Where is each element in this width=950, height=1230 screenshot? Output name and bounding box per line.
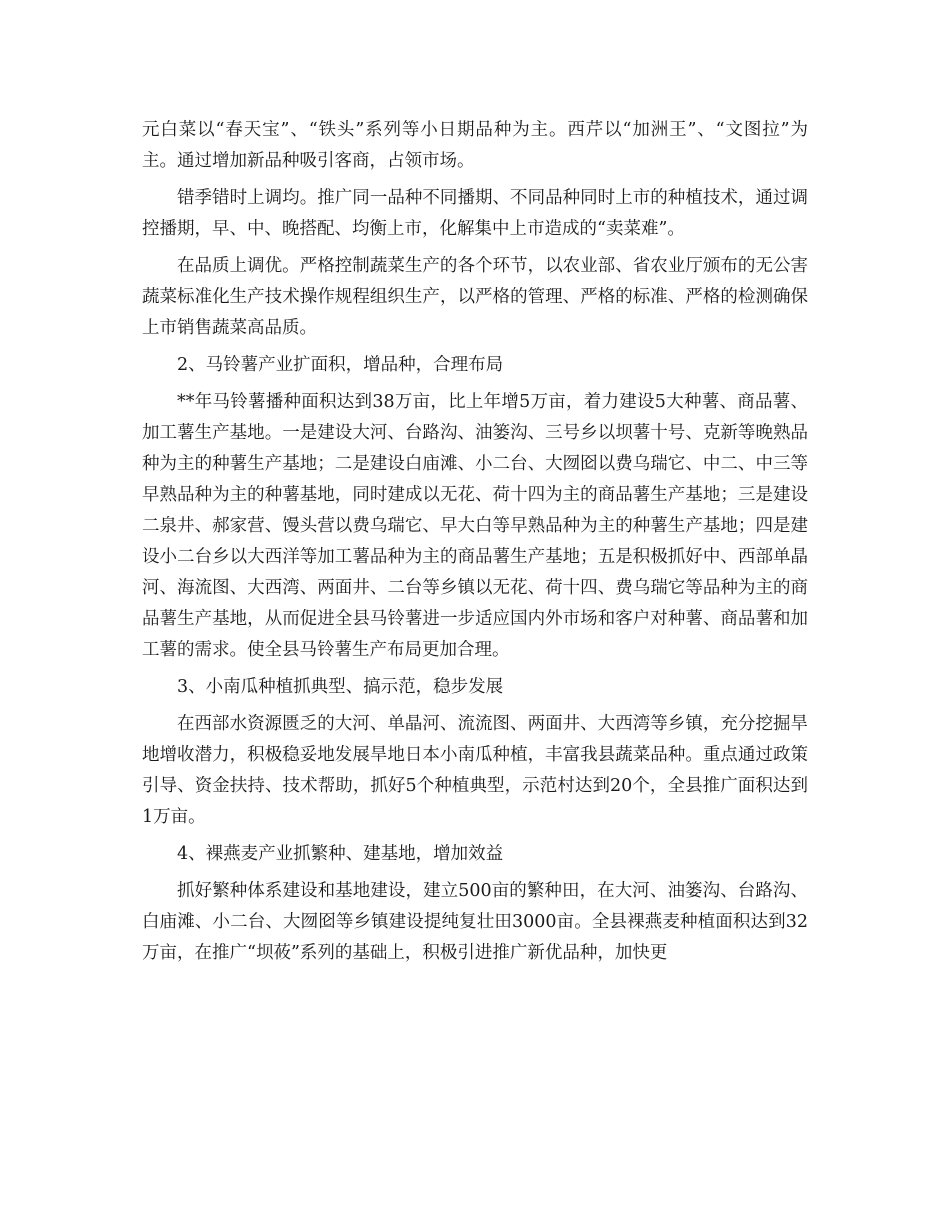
- paragraph-oat: 抓好繁种体系建设和基地建设，建立500亩的繁种田，在大河、油篓沟、台路沟、白庙滩、小二台、大囫囵等乡镇建设提纯复壮田3000亩。全县裸燕麦种植面积达到32万亩，在推广“坝莜”系列的基础上，积极引进推广新优品种，加快更: [142, 881, 808, 963]
- paragraph-pumpkin: 在西部水资源匮乏的大河、单晶河、流流图、两面井、大西湾等乡镇，充分挖掘旱地增收潜力，积极稳妥地发展旱地日本小南瓜种植，丰富我县蔬菜品种。重点通过政策引导、资金扶持、技术帮助，抓好5个种植典型，示范村达到20个，全县推广面积达到1万亩。: [142, 714, 808, 827]
- section-heading-potato: 2、马铃薯产业扩面积，增品种，合理布局: [177, 355, 504, 375]
- paragraph-potato: **年马铃薯播种面积达到38万亩，比上年增5万亩，着力建设5大种薯、商品薯、加工薯生产基地。一是建设大河、台路沟、油篓沟、三号乡以坝薯十号、克新等晚熟品种为主的种薯生产基地；二是建设白庙滩、小二台、大囫囵以费乌瑞它、中二、中三等早熟品种为主的种薯基地，同时建成以无花、荷十四为主的商品薯生产基地；三是建设二泉井、郝家营、馒头营以费乌瑞它、早大白等早熟品种为主的种薯生产基地；四是建设小二台乡以大西洋等加工薯品种为主的商品薯生产基地；五是积极抓好中、西部单晶河、海流图、大西湾、两面井、二台等乡镇以无花、荷十四、费乌瑞它等品种为主的商品薯生产基地，从而促进全县马铃薯进一步适应国内外市场和客户对种薯、商品薯和加工薯的需求。使全县马铃薯生产布局更加合理。: [142, 392, 808, 660]
- paragraph-cabbage-celery: 元白菜以“春天宝”、“铁头”系列等小日期品种为主。西芹以“加洲王”、“文图拉”为主。通过增加新品种吸引客商，占领市场。: [142, 120, 808, 171]
- section-heading-pumpkin: 3、小南瓜种植抓典型、搞示范，稳步发展: [177, 677, 504, 697]
- paragraph-quality: 在品质上调优。严格控制蔬菜生产的各个环节，以农业部、省农业厅颁布的无公害蔬菜标准化生产技术操作规程组织生产，以严格的管理、严格的标准、严格的检测确保上市销售蔬菜高品质。: [142, 256, 808, 338]
- section-heading-oat: 4、裸燕麦产业抓繁种、建基地，增加效益: [177, 844, 504, 864]
- document-page: [142, 115, 808, 969]
- paragraph-off-season: 错季错时上调均。推广同一品种不同播期、不同品种同时上市的种植技术，通过调控播期，早、中、晚搭配、均衡上市，化解集中上市造成的“卖菜难”。: [142, 188, 808, 239]
